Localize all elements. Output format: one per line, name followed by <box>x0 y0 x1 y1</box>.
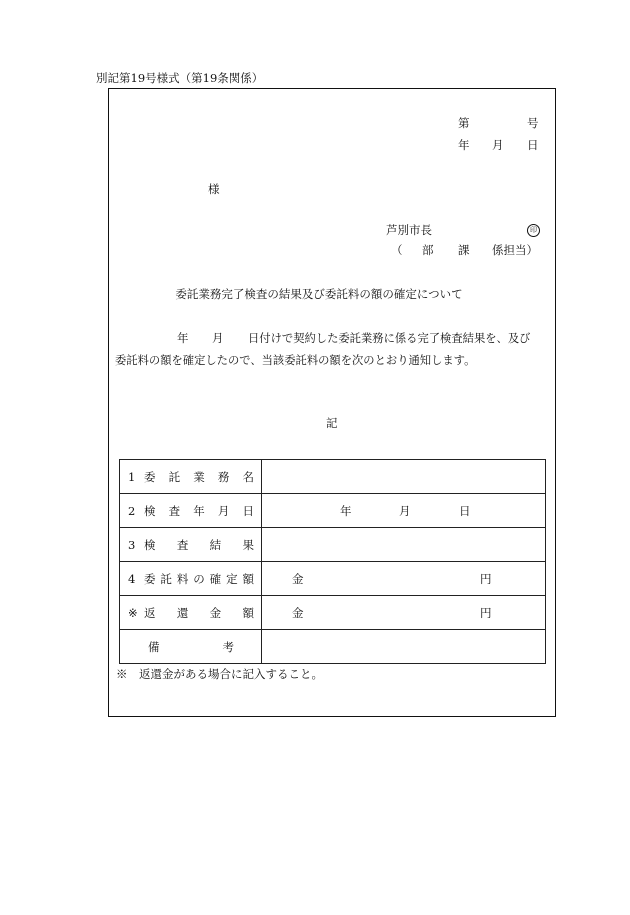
details-table <box>119 459 546 664</box>
row-label-cell <box>120 596 262 630</box>
doc-number-dai: 第 <box>458 116 470 130</box>
body-month: 月 <box>212 331 224 345</box>
row-label-cell <box>120 494 262 528</box>
subject-title: 委託業務完了検査の結果及び委託料の額の確定について <box>175 287 463 301</box>
amount-kin: 金 <box>292 572 304 586</box>
row-label: 委託料の確定額 <box>144 571 254 586</box>
row-value-cell <box>262 494 546 528</box>
row-label-cell <box>120 630 262 664</box>
row-number: ※ <box>128 605 138 620</box>
date-day: 日 <box>527 138 539 152</box>
row-label-cell <box>120 562 262 596</box>
row-label-cell <box>120 460 262 494</box>
row-label: 委託業務名 <box>144 469 254 484</box>
row-number: 2 <box>128 503 136 518</box>
inspection-year: 年 <box>340 504 352 518</box>
table-row <box>120 494 546 528</box>
row-label-cell <box>120 528 262 562</box>
row-value-cell <box>262 596 546 630</box>
row-label: 返還金額 <box>144 605 254 620</box>
row-label: 検査年月日 <box>144 503 254 518</box>
inspection-month: 月 <box>399 504 411 518</box>
refund-kin: 金 <box>292 606 304 620</box>
doc-number-go: 号 <box>527 116 539 130</box>
row-number: 1 <box>128 469 136 484</box>
date-month: 月 <box>492 138 504 152</box>
department-bu: 部 <box>422 243 434 257</box>
amount-en: 円 <box>480 572 492 586</box>
row-value-cell <box>262 630 546 664</box>
department-ka: 課 <box>458 243 470 257</box>
body-line1-rest: 日付けで契約した委託業務に係る完了検査結果を、及び <box>248 332 531 345</box>
body-year: 年 <box>177 331 189 345</box>
table-row <box>120 528 546 562</box>
department-open: （ <box>391 243 403 257</box>
body-line2: 委託料の額を確定したので、当該委託料の額を次のとおり通知します。 <box>115 354 476 367</box>
inspection-day: 日 <box>459 504 471 518</box>
issuer-title: 芦別市長 <box>386 223 432 237</box>
row-number: 4 <box>128 571 136 586</box>
table-row <box>120 630 546 664</box>
row-value-cell <box>262 528 546 562</box>
ki-heading: 記 <box>326 416 338 430</box>
row-value-cell <box>262 562 546 596</box>
form-header-label: 別記第19号様式（第19条関係） <box>96 71 264 85</box>
seal-icon: 印 <box>527 224 540 237</box>
row-number: 3 <box>128 537 136 552</box>
table-row <box>120 596 546 630</box>
date-year: 年 <box>458 138 470 152</box>
row-label: 検査結果 <box>144 537 254 552</box>
table-row <box>120 460 546 494</box>
footnote: ※ 返還金がある場合に記入すること。 <box>116 667 323 681</box>
department-kakari: 係担当） <box>492 243 538 257</box>
table-row <box>120 562 546 596</box>
row-label: 備考 <box>148 639 234 654</box>
row-value-cell <box>262 460 546 494</box>
refund-en: 円 <box>480 606 492 620</box>
addressee-sama: 様 <box>208 182 220 196</box>
